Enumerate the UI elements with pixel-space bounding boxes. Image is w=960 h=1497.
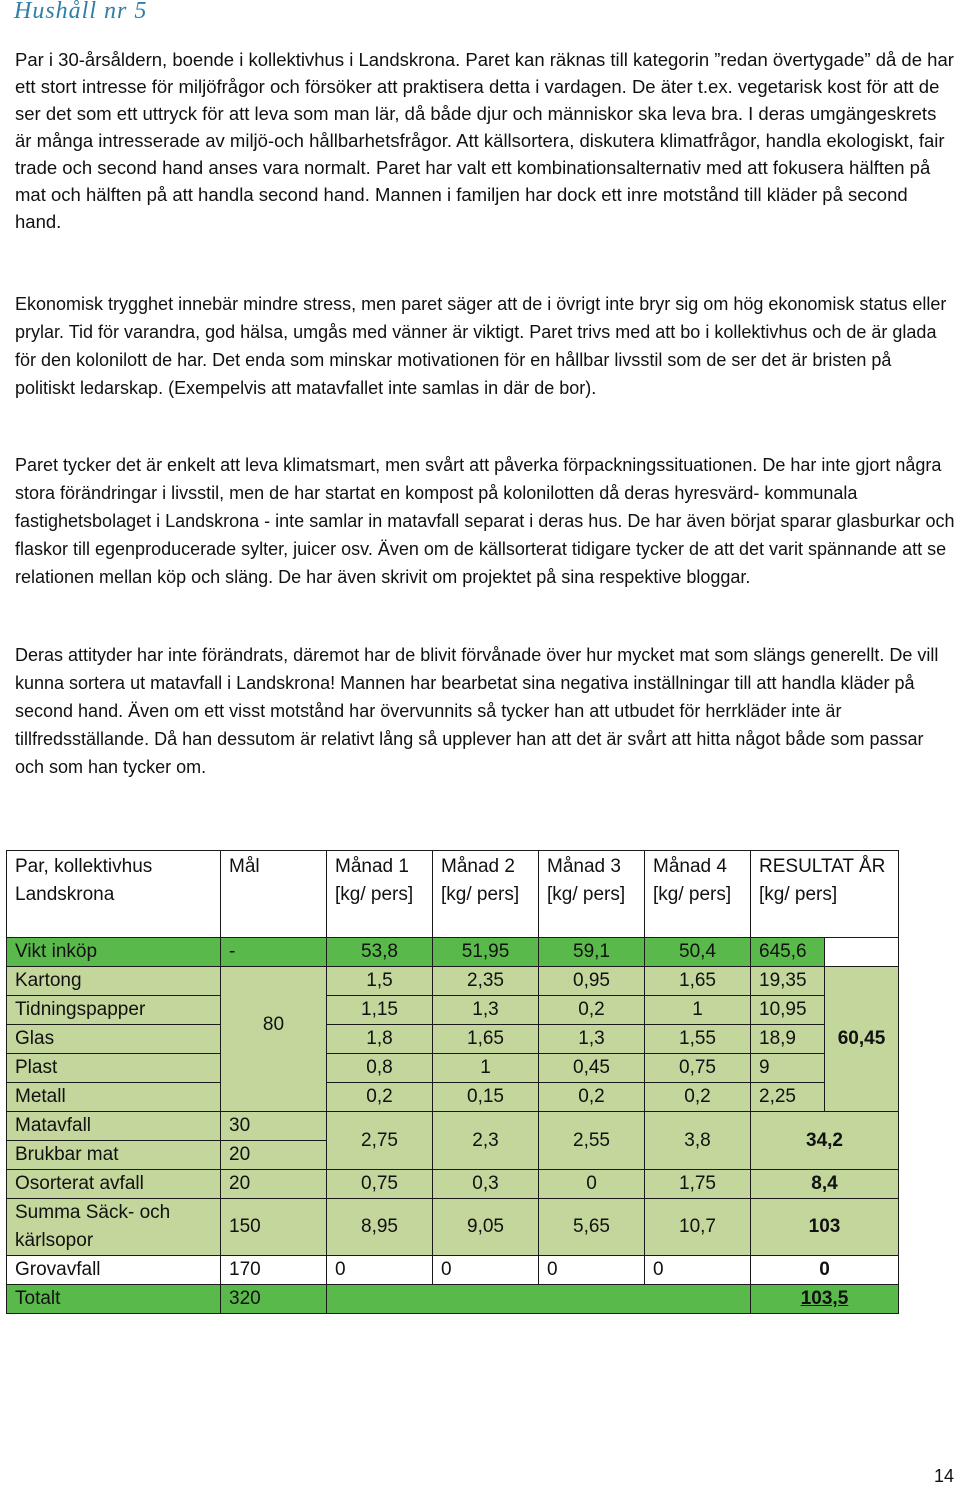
table-cell: 645,6 — [751, 938, 825, 967]
header-cell: Månad 4 [kg/ pers] — [645, 851, 751, 938]
table-cell: 59,1 — [539, 938, 645, 967]
row-label: Glas — [7, 1025, 221, 1054]
result-cell: 103 — [751, 1199, 899, 1256]
table-cell: 1,3 — [539, 1025, 645, 1054]
group-sum-cell: 60,45 — [825, 967, 899, 1112]
table-cell: 0,45 — [539, 1054, 645, 1083]
table-cell: 1,55 — [645, 1025, 751, 1054]
row-label: Grovavfall — [7, 1256, 221, 1285]
row-label: Tidningspapper — [7, 996, 221, 1025]
table-header-row — [7, 851, 899, 938]
row-label: Vikt inköp — [7, 938, 221, 967]
paragraph-changes: Paret tycker det är enkelt att leva klimatsmart, men svårt att påverka förpackningssituationen. De har inte gjort några stora förändringar i livsstil, men de har startat en kompost på kolonilotten då deras hyresvärd- kommunala fastighetsbolaget i Landskrona - inte samlar in matavfall separat i deras hus. De har även börjat sparar glasburkar och flaskor till egenproducerade sylter, juicer osv. Även om de källsorterat tidigare tycker de att det varit spännande att se relationen mellan köp och släng. De har även skrivit om projektet på sina respektive bloggar. — [15, 455, 955, 587]
paragraph-attitudes: Deras attityder har inte förändrats, däremot har de blivit förvånade över hur mycket mat som slängs generellt. De vill kunna sortera ut matavfall i Landskrona! Mannen har bearbetat sina negativa inställningar till att handla kläder på second hand. Även om ett visst motstånd har övervunnits så tycker han att utbudet för herrkläder inte är tillfredsställande. Då han dessutom är relativt lång så upplever han att det är svårt att hitta något både som passar och som han tycker om. — [15, 645, 939, 777]
table-cell: 2,25 — [751, 1083, 825, 1112]
header-cell: Månad 2 [kg/ pers] — [433, 851, 539, 938]
table-cell: 18,9 — [751, 1025, 825, 1054]
table-cell: 0 — [539, 1256, 645, 1285]
table-cell: 1,15 — [327, 996, 433, 1025]
table-row — [7, 1199, 899, 1256]
table-cell: 1 — [433, 1054, 539, 1083]
table-cell: 0,15 — [433, 1083, 539, 1112]
table-cell: 0,75 — [645, 1054, 751, 1083]
table-cell: 150 — [221, 1199, 327, 1256]
table-row — [7, 1054, 899, 1083]
table-cell: 2,3 — [433, 1112, 539, 1170]
results-table — [6, 850, 899, 1314]
row-label: Osorterat avfall — [7, 1170, 221, 1199]
row-label: Totalt — [7, 1285, 221, 1314]
table-cell: 50,4 — [645, 938, 751, 967]
table-cell: 10,7 — [645, 1199, 751, 1256]
table-cell: 51,95 — [433, 938, 539, 967]
table-row — [7, 1083, 899, 1112]
table-cell: 0,2 — [539, 996, 645, 1025]
table-cell: 320 — [221, 1285, 327, 1314]
table-cell: 170 — [221, 1256, 327, 1285]
table-row — [7, 1170, 899, 1199]
table-cell: 0 — [433, 1256, 539, 1285]
table-cell: 2,75 — [327, 1112, 433, 1170]
table-cell: 20 — [221, 1170, 327, 1199]
table-cell: 0,75 — [327, 1170, 433, 1199]
row-label: Kartong — [7, 967, 221, 996]
paragraph-economy: Ekonomisk trygghet innebär mindre stress, men paret säger att de i övrigt inte bryr sig om hög ekonomisk status eller prylar. Tid för varandra, god hälsa, umgås med vänner är viktigt. Paret trivs med att bo i kollektivhus och de är glada för den kolonilott de har. Det enda som minskar motivationen för en hållbar livsstil som de ser det är bristen på politiskt ledarskap. (Exempelvis att matavfallet inte samlas in där de bor). — [15, 294, 947, 398]
row-label: Summa Säck- och kärlsopor — [7, 1199, 221, 1256]
table-cell: 10,95 — [751, 996, 825, 1025]
table-cell: 1,65 — [433, 1025, 539, 1054]
table-cell: 0 — [327, 1256, 433, 1285]
table-cell: 0,2 — [327, 1083, 433, 1112]
row-label: Brukbar mat — [7, 1141, 221, 1170]
row-label: Plast — [7, 1054, 221, 1083]
table-row — [7, 938, 899, 967]
table-cell: 0 — [645, 1256, 751, 1285]
header-cell: Månad 1 [kg/ pers] — [327, 851, 433, 938]
header-cell: Mål — [221, 851, 327, 938]
table-cell: 0,8 — [327, 1054, 433, 1083]
result-cell: 34,2 — [751, 1112, 899, 1170]
header-cell: RESULTAT ÅR [kg/ pers] — [751, 851, 899, 938]
table-cell: 53,8 — [327, 938, 433, 967]
table-row — [7, 1285, 899, 1314]
table-cell: 1,75 — [645, 1170, 751, 1199]
table-cell: 0,2 — [539, 1083, 645, 1112]
table-cell: 1,3 — [433, 996, 539, 1025]
row-label: Metall — [7, 1083, 221, 1112]
header-cell: Månad 3 [kg/ pers] — [539, 851, 645, 938]
table-cell: 1 — [645, 996, 751, 1025]
table-cell: - — [221, 938, 327, 967]
page-title: Hushåll nr 5 — [14, 0, 148, 24]
table-cell: 30 — [221, 1112, 327, 1141]
total-result-cell: 103,5 — [751, 1285, 899, 1314]
table-cell: 0 — [539, 1170, 645, 1199]
table-cell: 0,3 — [433, 1170, 539, 1199]
table-cell: 19,35 — [751, 967, 825, 996]
table-cell: 8,95 — [327, 1199, 433, 1256]
table-cell — [327, 1285, 751, 1314]
table-row — [7, 1256, 899, 1285]
result-cell: 8,4 — [751, 1170, 899, 1199]
table-row — [7, 967, 899, 996]
paragraph-intro: Par i 30-årsåldern, boende i kollektivhus i Landskrona. Paret kan räknas till kategorin ”redan övertygade” då de har ett stort intresse för miljöfrågor och försöker att praktisera detta i vardagen. De äter t.ex. vegetarisk kost för att de ser det som ett uttryck för att leva som man lär, då både djur och människor ska leva bra. I deras umgängeskrets är många intresserade av miljö-och hållbarhetsfrågor. Att källsortera, diskutera klimatfrågor, handla ekologiskt, fair trade och second hand anses vara normalt. Paret har valt ett kombinationsalternativ med att fokusera hälften på mat och hälften på att handla second hand. Mannen i familjen har dock ett inre motstånd till kläder på second hand. — [15, 49, 954, 232]
page-number: 14 — [934, 1466, 955, 1486]
table-cell: 9,05 — [433, 1199, 539, 1256]
table-cell: 9 — [751, 1054, 825, 1083]
table-cell: 2,35 — [433, 967, 539, 996]
table-cell: 2,55 — [539, 1112, 645, 1170]
table-cell: 1,5 — [327, 967, 433, 996]
table-cell — [825, 938, 899, 967]
row-label: Matavfall — [7, 1112, 221, 1141]
table-row — [7, 1025, 899, 1054]
table-cell: 3,8 — [645, 1112, 751, 1170]
table-cell: 0,95 — [539, 967, 645, 996]
table-cell: 1,65 — [645, 967, 751, 996]
table-cell: 1,8 — [327, 1025, 433, 1054]
table-cell: 0,2 — [645, 1083, 751, 1112]
header-cell: Par, kollektivhus Landskrona — [7, 851, 221, 938]
table-cell: 20 — [221, 1141, 327, 1170]
goal-cell: 80 — [221, 967, 327, 1112]
table-cell: 5,65 — [539, 1199, 645, 1256]
table-row — [7, 996, 899, 1025]
result-cell: 0 — [751, 1256, 899, 1285]
table-row — [7, 1112, 899, 1141]
